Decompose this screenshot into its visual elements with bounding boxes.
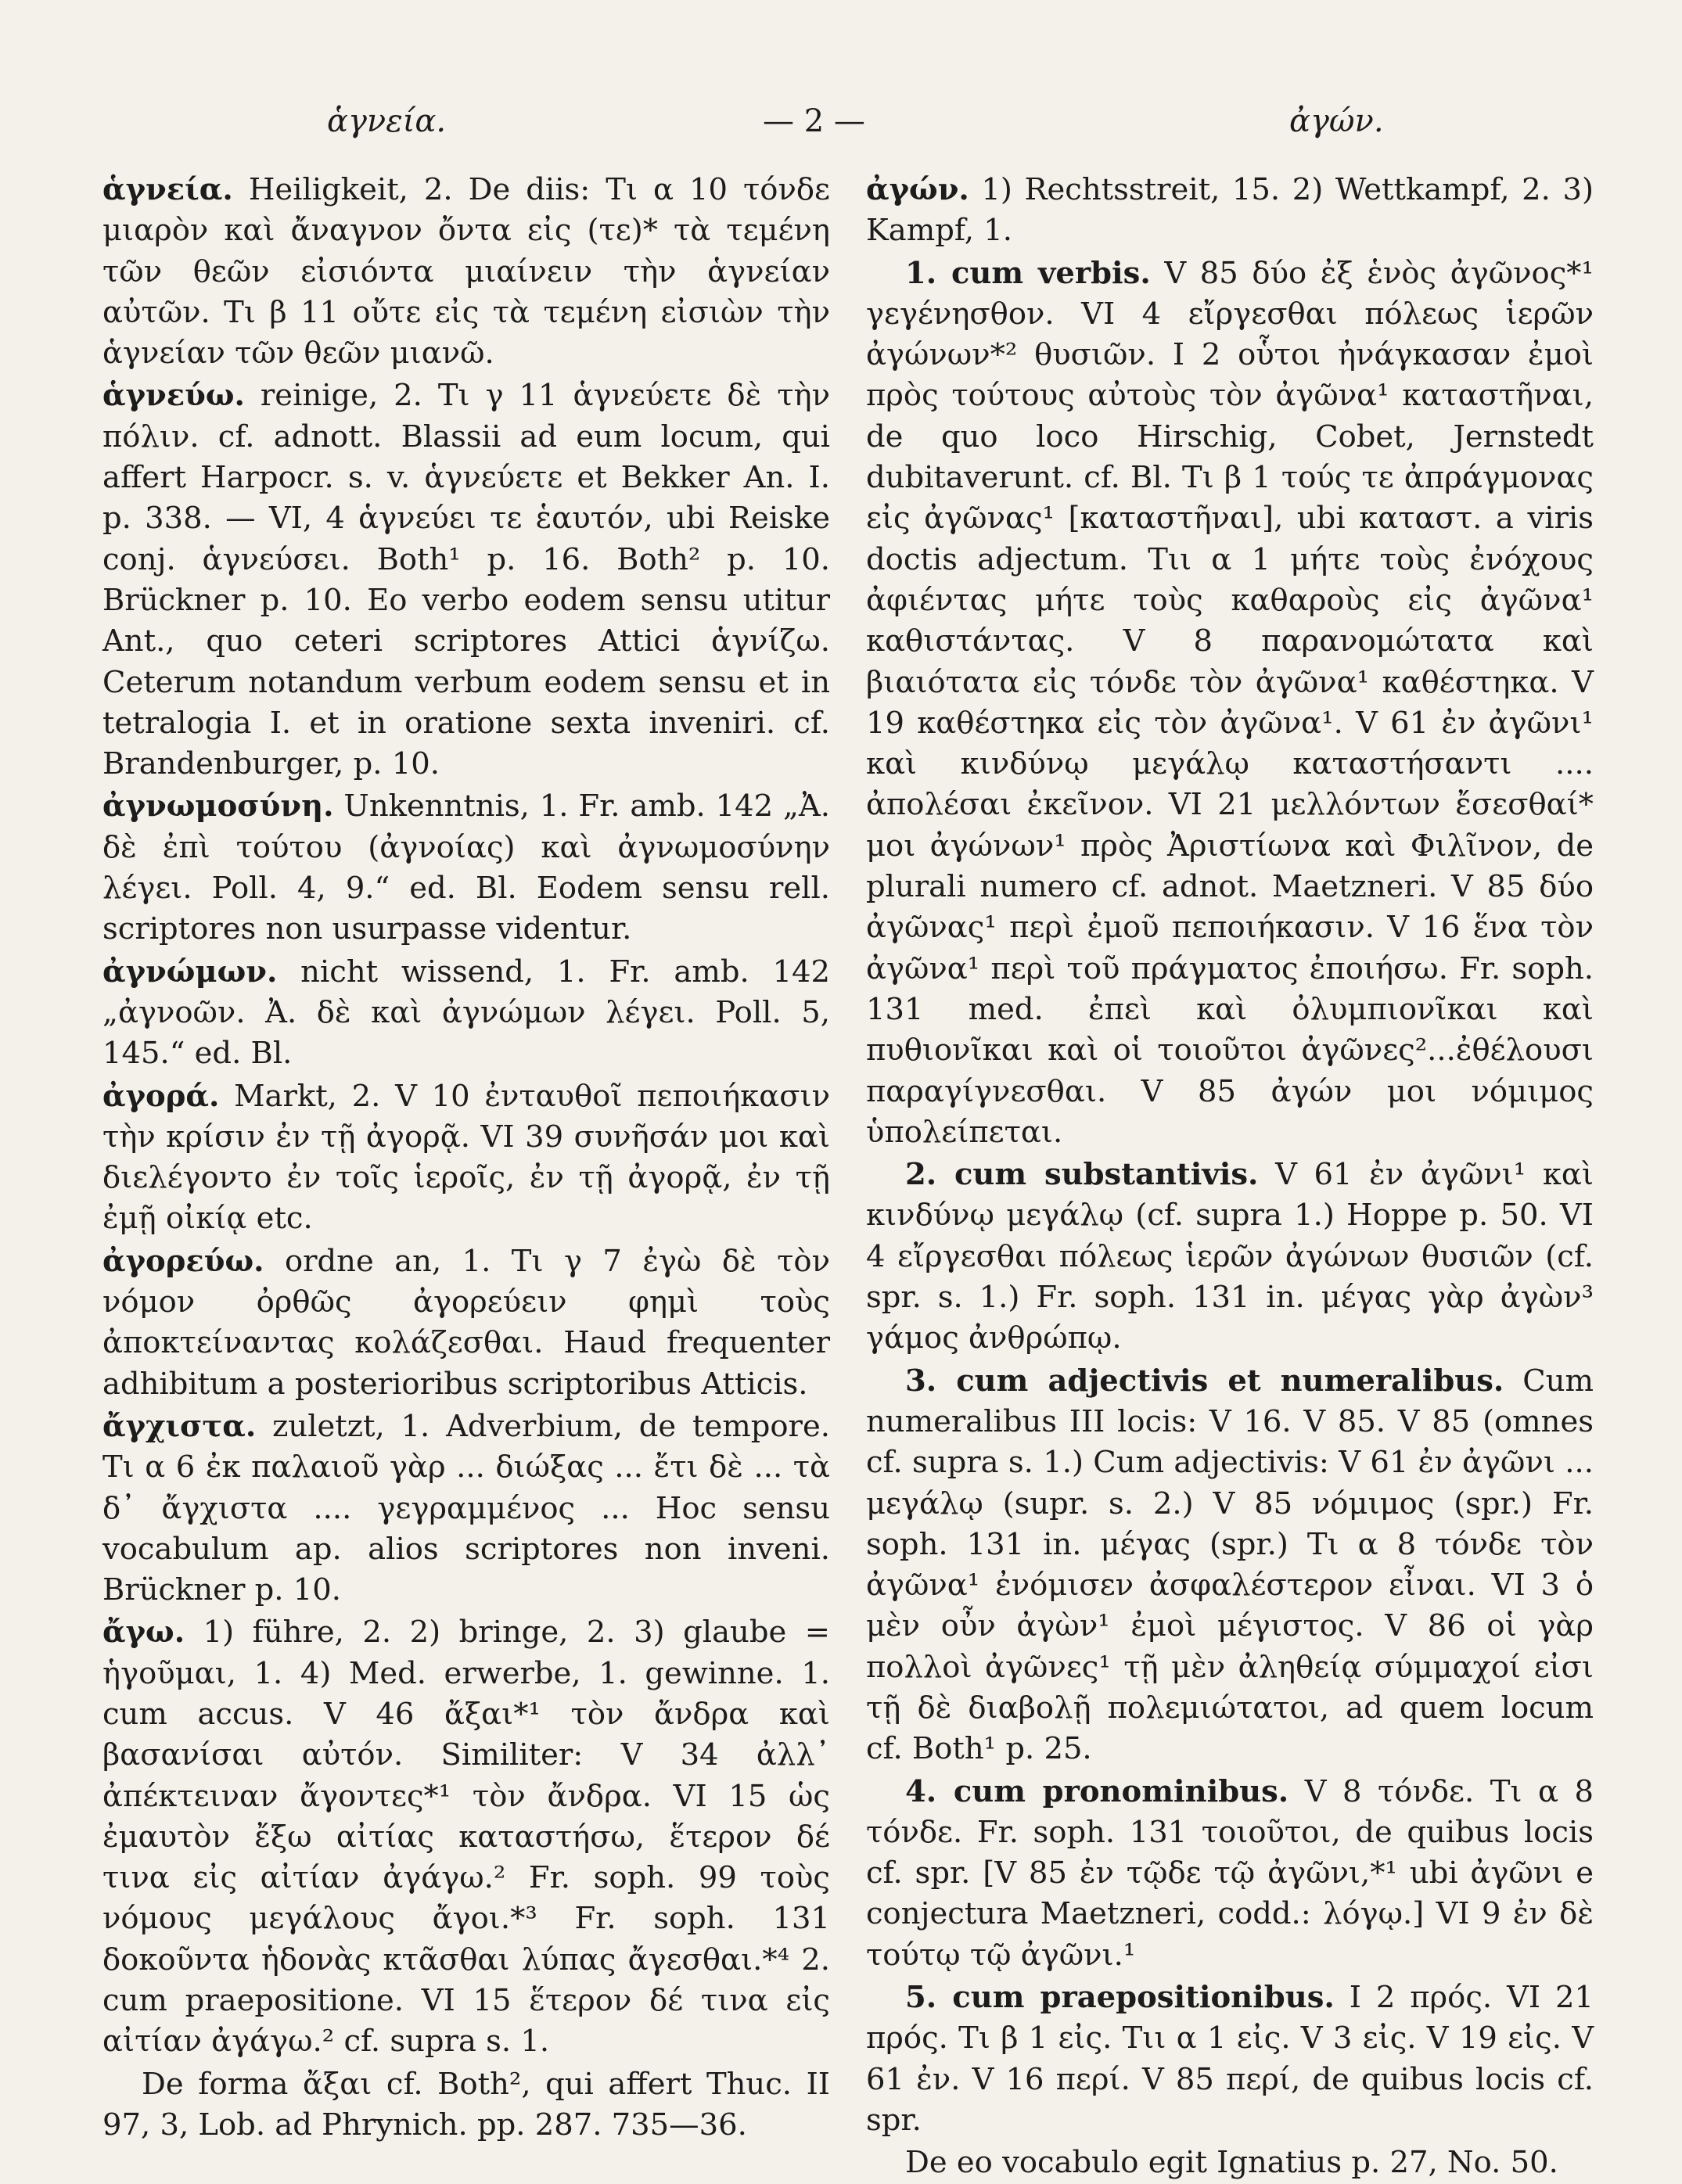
page-number: — 2 — (763, 103, 865, 139)
entry-lemma: ἀγορά. (102, 1078, 220, 1114)
section-praepositionibus (866, 1977, 1594, 2141)
closing-paragraph: De eo vocabulo egit Ignatius p. 27, No. 50. (905, 2145, 1558, 2181)
entry-text: Unkenntnis, 1. Fr. amb. 142 „Ἀ. δὲ ἐπὶ τούτου (ἀγνοίας) καὶ ἀγνωμοσύνην λέγει. Poll. 4, 9.“ ed. Bl. Eodem sensu rell. scriptores non usurpasse videntur. (102, 788, 830, 947)
section-text: V 61 ἐν ἀγῶνι¹ καὶ κινδύνῳ μεγάλῳ (cf. supra 1.) Hoppe p. 50. VI 4 εἴργεσθαι πόλεως ἱερῶν ἀγώνων θυσιῶν (cf. spr. s. 1.) Fr. soph. 131 in. μέγας γὰρ ἀγὼν³ γάμος ἀνθρώπῳ. (866, 1157, 1594, 1356)
left-column (102, 168, 830, 2146)
section-heading: 1. cum verbis. (905, 255, 1151, 291)
section-heading: 2. cum substantivis. (905, 1157, 1259, 1193)
entry-text: ordne an, 1. Τι γ 7 ἐγὼ δὲ τὸν νόμον ὀρθῶς ἀγορεύειν φημὶ τοὺς ἀποκτείναντας κολάζεσθαι. Haud frequenter adhibitum a posterioribus scriptoribus Atticis. (102, 1243, 830, 1402)
section-adjectivis (866, 1361, 1594, 1770)
entry-hagneia (102, 170, 830, 374)
section-heading: 3. cum adjectivis et numeralibus. (905, 1363, 1504, 1399)
entry-lemma: ἄγχιστα. (102, 1408, 257, 1444)
entry-lemma: ἄγω. (102, 1615, 185, 1651)
right-column (866, 168, 1594, 2184)
entry-text: nicht wissend, 1. Fr. amb. 142 „ἀγνοῶν. Ἀ. δὲ καὶ ἀγνώμων λέγει. Poll. 5, 145.“ ed. Bl. (102, 954, 830, 1072)
header-left-lemma: ἁγνεία. (327, 103, 447, 139)
section-text: V 8 τόνδε. Τι α 8 τόνδε. Fr. soph. 131 τοιοῦτοι, de quibus locis cf. spr. [V 85 ἐν τῷδε τῷ ἀγῶνι,*¹ ubi ἀγῶνι e conjectura Maetzneri, codd.: λόγῳ.] VI 9 ἐν δὲ τούτῳ τῷ ἀγῶνι.¹ (866, 1773, 1594, 1973)
entry-anchista (102, 1406, 830, 1611)
entry-text: Heiligkeit, 2. De diis: Τι α 10 τόνδε μιαρὸν καὶ ἄναγνον ὄντα εἰς (τε)* τὰ τεμένη τῶν θεῶν εἰσιόντα μιαίνειν τὴν ἁγνείαν αὐτῶν. Τι β 11 οὔτε εἰς τὰ τεμένη εἰσιὼν τὴν ἁγνείαν τῶν θεῶν μιανῶ. (102, 172, 830, 372)
entry-hagneuo (102, 375, 830, 785)
entry-lemma: ἀγών. (866, 172, 969, 207)
entry-agnomon (102, 952, 830, 1075)
page-header (0, 103, 1682, 150)
entry-text: zuletzt, 1. Adverbium, de tempore. Τι α 6 ἐκ παλαιοῦ γὰρ ... διώξας ... ἔτι δὲ ... τὰ δ᾽ ἄγχιστα .... γεγραμμένος ... Hoc sensu vocabulum ap. alios scriptores non inveni. Brückner p. 10. (102, 1408, 830, 1608)
entry-agoreuo (102, 1241, 830, 1405)
entry-text: reinige, 2. Τι γ 11 ἁγνεύετε δὲ τὴν πόλιν. cf. adnott. Blassii ad eum locum, qui affert Harpocr. s. v. ἁγνεύετε et Bekker An. I. p. 338. — VI, 4 ἁγνεύει τε ἑαυτόν, ubi Reiske conj. ἁγνεύσει. Both¹ p. 16. Both² p. 10. Brückner p. 10. Eo verbo eodem sensu utitur Ant., quo ceteri scriptores Attici ἁγνίζω. Ceterum notandum verbum eodem sensu et in tetralogia I. et in oratione sexta inveniri. cf. Brandenburger, p. 10. (102, 378, 830, 782)
entry-lemma: ἁγνεύω. (102, 378, 245, 414)
entry-lemma: ἀγνώμων. (102, 954, 278, 990)
note-paragraph: De forma ἄξαι cf. Both², qui affert Thuc. II 97, 3, Lob. ad Phrynich. pp. 287. 735—36. (102, 2066, 830, 2143)
entry-text: 1) Rechtsstreit, 15. 2) Wettkampf, 2. 3) Kampf, 1. (866, 172, 1594, 249)
section-text: V 85 δύο ἐξ ἑνὸς ἀγῶνος*¹ γεγένησθον. VI 4 εἴργεσθαι πόλεως ἱερῶν ἀγώνων*² θυσιῶν. I 2 οὗτοι ἠνάγκασαν ἐμοὶ πρὸς τούτους αὐτοὺς τὸν ἀγῶνα¹ καταστῆναι, de quo loco Hirschig, Cobet, Jernstedt dubitaverunt. cf. Bl. Τι β 1 τούς τε ἀπράγμονας εἰς ἀγῶνας¹ [καταστῆναι], ubi καταστ. a viris doctis adjectum. Τιι α 1 μήτε τοὺς ἐνόχους ἀφιέντας μήτε τοὺς καθαροὺς εἰς ἀγῶνα¹ καθιστάντας. V 8 παρανομώτατα καὶ βιαιότατα εἰς τόνδε τὸν ἀγῶνα¹ καθέστηκα. V 19 καθέστηκα εἰς τὸν ἀγῶνα¹. V 61 ἐν ἀγῶνι¹ καὶ κινδύνῳ μεγάλῳ καταστήσαντι .... ἀπολέσαι ἐκεῖνον. VI 21 μελλόντων ἔσεσθαί* μοι ἀγώνων¹ πρὸς Ἀριστίωνα καὶ Φιλῖνον, de plurali numero cf. adnot. Maetzneri. V 85 δύο ἀγῶνας¹ περὶ ἐμοῦ πεποιήκασιν. V 16 ἕνα τὸν ἀγῶνα¹ περὶ τοῦ πράγματος ἐποιήσω. Fr. soph. 131 med. ἐπεὶ καὶ ὀλυμπιονῖκαι καὶ πυθιονῖκαι καὶ οἱ τοιοῦτοι ἀγῶνες²...ἐθέλουσι παραγίγνεσθαι. V 85 ἀγών μοι νόμιμος ὑπολείπεται. (866, 255, 1594, 1150)
section-heading: 4. cum pronominibus. (905, 1773, 1289, 1809)
section-text: Cum numeralibus III locis: V 16. V 85. V 85 (omnes cf. supra s. 1.) Cum adjectivis: V 61 ἐν ἀγῶνι ... μεγάλῳ (supr. s. 2.) V 85 νόμιμος (spr.) Fr. soph. 131 in. μέγας (spr.) Τι α 8 τόνδε τὸν ἀγῶνα¹ ἐνόμισεν ἀσφαλέστερον εἶναι. VI 3 ὁ μὲν οὖν ἀγὼν¹ ἐμοὶ μέγιστος. V 86 οἱ γὰρ πολλοὶ ἀγῶνες¹ τῇ μὲν ἀληθείᾳ σύμμαχοί εἰσι τῇ δὲ διαβολῇ πολεμιώτατοι, ad quem locum cf. Both¹ p. 25. (866, 1363, 1594, 1767)
entry-agon (866, 170, 1594, 252)
entry-text: 1) führe, 2. 2) bringe, 2. 3) glaube = ἡγοῦμαι, 1. 4) Med. erwerbe, 1. gewinne. 1. cum accus. V 46 ἄξαι*¹ τὸν ἄνδρα καὶ βασανίσαι αὐτόν. Similiter: V 34 ἀλλ᾽ ἀπέκτειναν ἄγοντες*¹ τὸν ἄνδρα. VI 15 ὡς ἐμαυτὸν ἔξω αἰτίας καταστήσω, ἕτερον δέ τινα εἰς αἰτίαν ἀγάγω.² Fr. soph. 99 τοὺς νόμους μεγάλους ἄγοι.*³ Fr. soph. 131 δοκοῦντα ἡδονὰς κτᾶσθαι λύπας ἄγεσθαι.*⁴ 2. cum praepositione. VI 15 ἕτερον δέ τινα εἰς αἰτίαν ἀγάγω.² cf. supra s. 1. (102, 1615, 830, 2060)
section-verbis (866, 253, 1594, 1154)
section-text: I 2 πρός. VI 21 πρός. Τι β 1 εἰς. Τιι α 1 εἰς. V 3 εἰς. V 19 εἰς. V 61 ἐν. V 16 περί. V 85 περί, de quibus locis cf. spr. (866, 1980, 1594, 2138)
entry-lemma: ἁγνεία. (102, 172, 233, 207)
entry-lemma: ἀγνωμοσύνη. (102, 788, 334, 824)
header-right-lemma: ἀγών. (1289, 103, 1384, 139)
entry-lemma: ἀγορεύω. (102, 1243, 264, 1279)
entry-agora (102, 1076, 830, 1240)
entry-text: Markt, 2. V 10 ἐνταυθοῖ πεποιήκασιν τὴν κρίσιν ἐν τῇ ἀγορᾷ. VI 39 συνῆσάν μοι καὶ διελέγοντο ἐν τοῖς ἱεροῖς, ἐν τῇ ἀγορᾷ, ἐν τῇ ἐμῇ οἰκίᾳ etc. (102, 1078, 830, 1237)
section-substantivis (866, 1155, 1594, 1359)
entry-ago (102, 1612, 830, 2062)
entry-agnomosyne (102, 786, 830, 950)
section-heading: 5. cum praepositionibus. (905, 1980, 1335, 2016)
section-pronominibus (866, 1772, 1594, 1976)
